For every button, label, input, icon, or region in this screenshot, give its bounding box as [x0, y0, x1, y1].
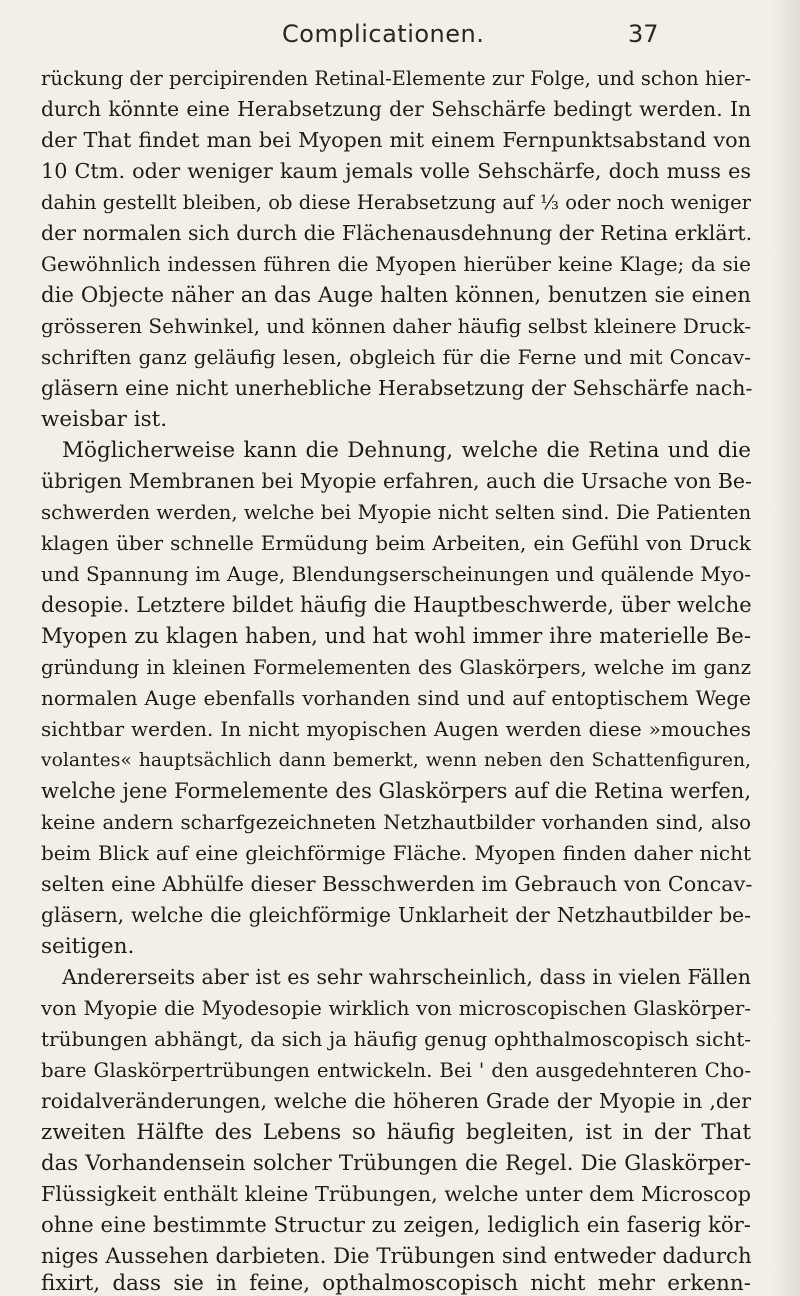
text-line: Myopen zu klagen haben, und hat wohl immer ihre materielle Be-: [41, 624, 751, 649]
text-line: der normalen sich durch die Flächenausdehnung der Retina erklärt.: [41, 221, 753, 245]
text-line: zweiten Hälfte des Lebens so häufig begleiten, ist in der That: [41, 1120, 751, 1145]
text-line: fixirt, dass sie in feine, opthalmoscopisch nicht mehr erkenn-: [41, 1271, 751, 1296]
text-line: Andererseits aber ist es sehr wahrscheinlich, dass in vielen Fällen: [62, 965, 751, 989]
text-line: gläsern, welche die gleichförmige Unklarheit der Netzhautbilder be-: [41, 903, 751, 927]
running-head-title: Complicationen.: [282, 20, 485, 48]
text-line: schwerden werden, welche bei Myopie nicht selten sind. Die Patienten: [41, 501, 752, 524]
text-line: übrigen Membranen bei Myopie erfahren, auch die Ursache von Be-: [41, 469, 752, 493]
text-line: schriften ganz geläufig lesen, obgleich für die Ferne und mit Concav-: [41, 345, 751, 369]
text-line: Flüssigkeit enthält kleine Trübungen, welche unter dem Microscop: [41, 1182, 751, 1206]
text-line: welche jene Formelemente des Glaskörpers auf die Retina werfen,: [41, 779, 751, 803]
text-line: gründung in kleinen Formelementen des Glaskörpers, welche im ganz: [41, 656, 751, 679]
text-line: keine andern scharfgezeichneten Netzhautbilder vorhanden sind, also: [41, 811, 751, 834]
text-line: durch könnte eine Herabsetzung der Sehschärfe bedingt werden. In: [41, 97, 751, 121]
text-line: Gewöhnlich indessen führen die Myopen hierüber keine Klage; da sie: [41, 252, 751, 276]
text-line: sichtbar werden. In nicht myopischen Augen werden diese »mouches: [41, 717, 751, 741]
text-line: Möglicherweise kann die Dehnung, welche die Retina und die: [62, 438, 751, 463]
text-line: klagen über schnelle Ermüdung beim Arbeiten, ein Gefühl von Druck: [41, 531, 751, 555]
text-line: die Objecte näher an das Auge halten können, benutzen sie einen: [41, 283, 751, 308]
text-line: von Myopie die Myodesopie wirklich von microscopischen Glaskörper-: [41, 997, 751, 1020]
text-line: selten eine Abhülfe dieser Besschwerden im Gebrauch von Concav-: [41, 872, 753, 896]
page-number: 37: [628, 20, 659, 48]
text-line: volantes« hauptsächlich dann bemerkt, wenn neben den Schattenfiguren,: [41, 750, 751, 771]
text-line: ohne eine bestimmte Structur zu zeigen, lediglich ein faserig kör-: [41, 1213, 751, 1238]
text-line: gläsern eine nicht unerhebliche Herabsetzung der Sehschärfe nach-: [41, 376, 753, 400]
text-line: seitigen.: [41, 934, 135, 959]
text-line: beim Blick auf eine gleichförmige Fläche. Myopen finden daher nicht: [41, 841, 751, 865]
text-line: bare Glaskörpertrübungen entwickeln. Bei ' den ausgedehnteren Cho-: [41, 1059, 751, 1082]
text-line: desopie. Letztere bildet häufig die Hauptbeschwerde, über welche: [41, 593, 752, 617]
text-line: grösseren Sehwinkel, und können daher häufig selbst kleinere Druck-: [41, 314, 752, 338]
text-line: rückung der percipirenden Retinal-Elemente zur Folge, und schon hier-: [41, 67, 752, 90]
text-line: niges Aussehen darbieten. Die Trübungen sind entweder dadurch: [41, 1244, 752, 1269]
text-line: 10 Ctm. oder weniger kaum jemals volle Sehschärfe, doch muss es: [41, 159, 751, 183]
text-line: und Spannung im Auge, Blendungserscheinungen und quälende Myo-: [41, 562, 751, 586]
text-line: das Vorhandensein solcher Trübungen die Regel. Die Glaskörper-: [41, 1151, 751, 1176]
text-line: roidalveränderungen, welche die höheren Grade der Myopie in ,der: [41, 1089, 751, 1113]
text-line: trübungen abhängt, da sich ja häufig genug ophthalmoscopisch sicht-: [41, 1027, 751, 1051]
text-line: dahin gestellt bleiben, ob diese Herabsetzung auf ⅓ oder noch weniger: [41, 191, 751, 214]
text-line: weisbar ist.: [41, 407, 168, 432]
text-line: der That findet man bei Myopen mit einem Fernpunktsabstand von: [41, 128, 751, 152]
text-line: normalen Auge ebenfalls vorhanden sind und auf entoptischem Wege: [41, 686, 751, 710]
